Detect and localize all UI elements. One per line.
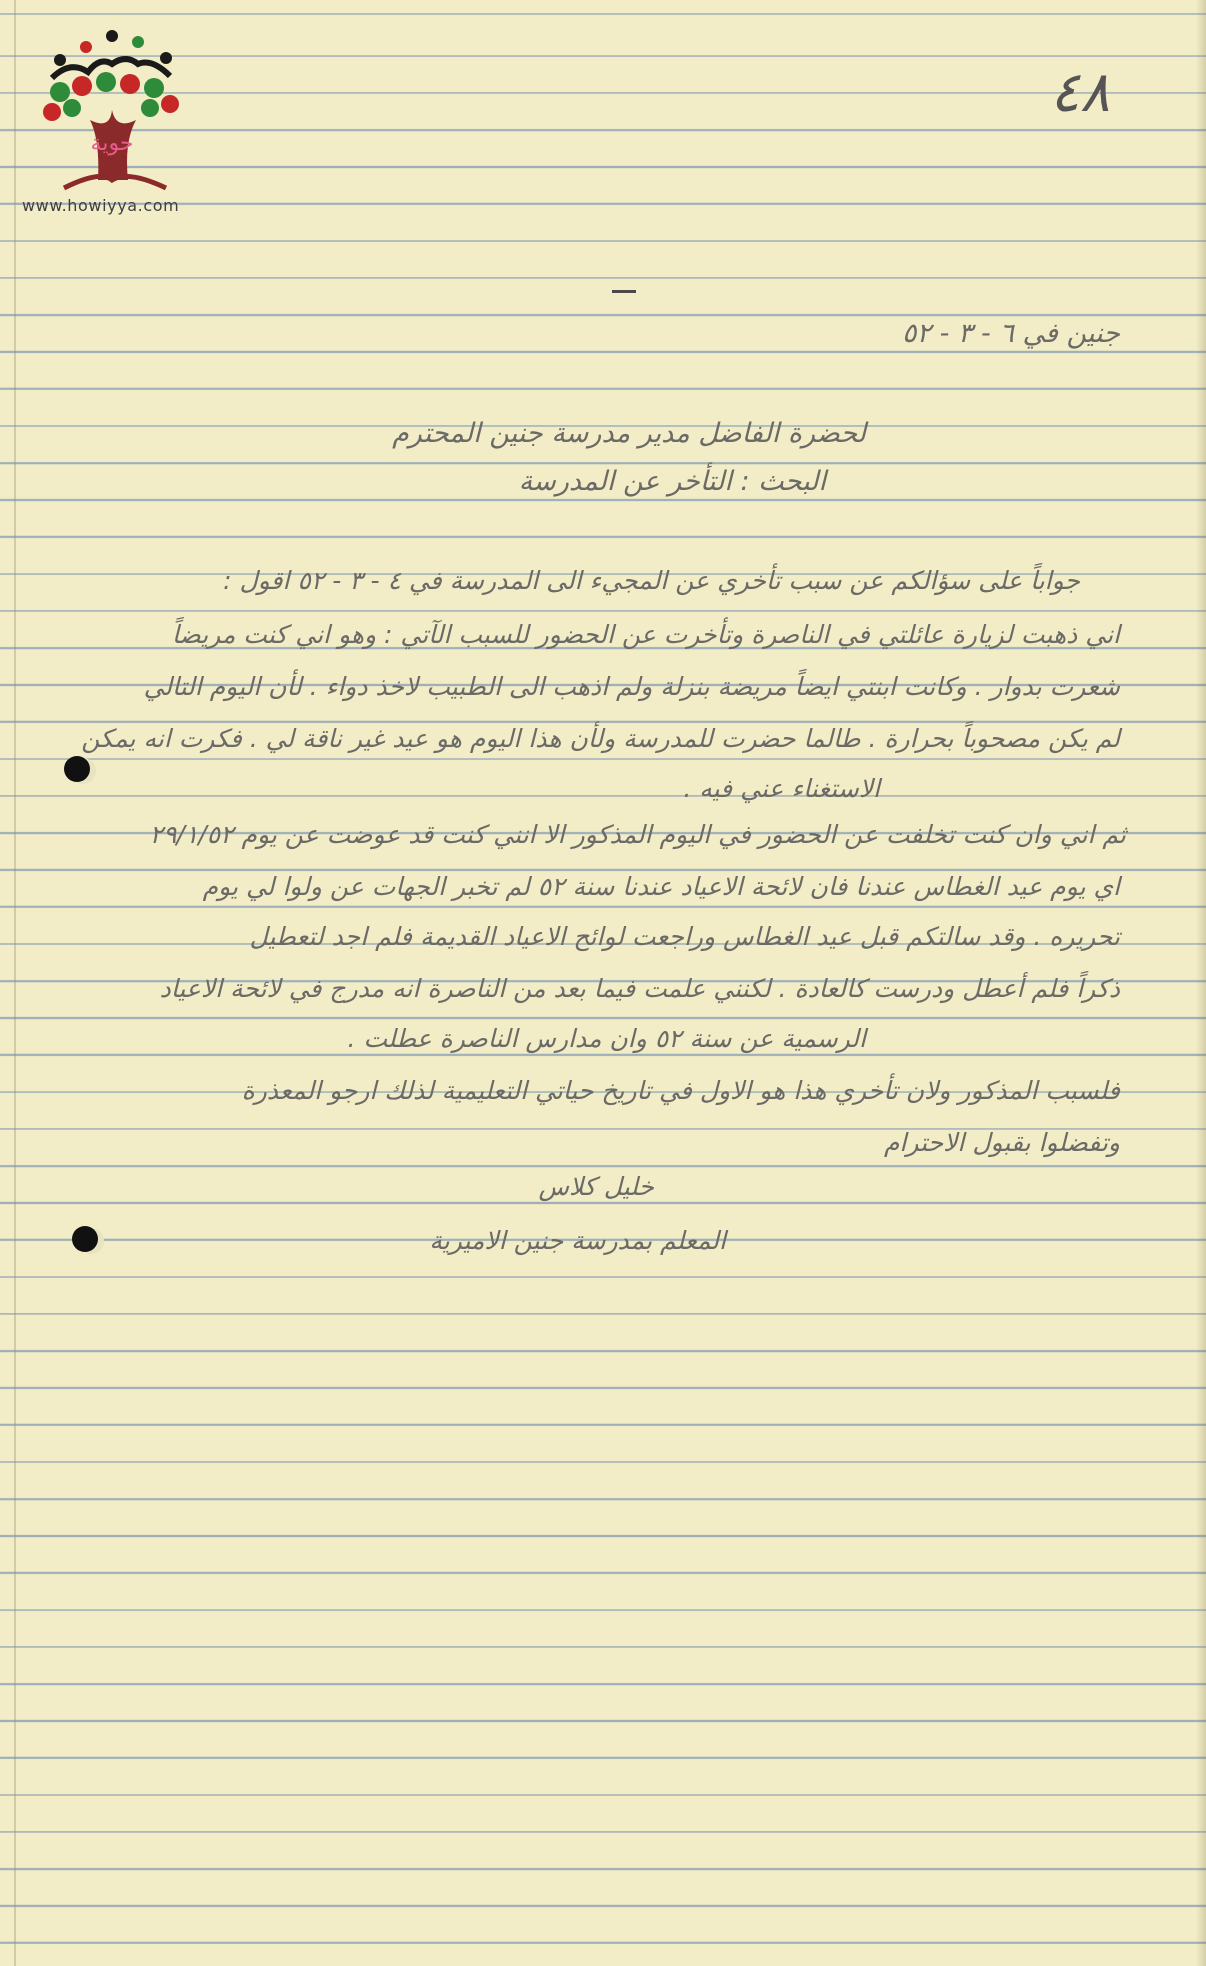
body-line-7: اي يوم عيد الغطاس عندنا فان لائحة الاعياد عندنا سنة ٥٢ لم تخبر الجهات عن ولوا لي يوم xyxy=(202,872,1120,901)
punch-hole-top xyxy=(64,756,90,782)
body-line-5: الاستغناء عني فيه . xyxy=(683,774,880,803)
body-line-2: اني ذهبت لزيارة عائلتي في الناصرة وتأخرت عن الحضور للسبب الآتي : وهو اني كنت مريضاً xyxy=(171,620,1120,649)
punch-hole-bottom xyxy=(72,1226,98,1252)
howiyya-logo xyxy=(20,20,200,220)
body-line-12: وتفضلوا بقبول الاحترام xyxy=(883,1128,1120,1157)
tree-roots xyxy=(64,176,166,188)
people-figures xyxy=(52,30,172,78)
signature: خليل كلاس xyxy=(538,1172,654,1201)
body-line-6: ثم اني وان كنت تخلفت عن الحضور في اليوم المذكور الا انني كنت قد عوضت عن يوم ٢٩/١/٥٢ xyxy=(149,820,1126,849)
body-line-8: تحريره . وقد سالتكم قبل عيد الغطاس وراجعت لوائح الاعياد القديمة فلم اجد لتعطيل xyxy=(249,922,1120,951)
place-date: جنين في ٦ - ٣ - ٥٢ xyxy=(901,318,1120,349)
paper-edge xyxy=(1196,0,1206,1966)
page-number: ٤٨ xyxy=(1049,60,1110,125)
paper-margin xyxy=(14,0,16,1966)
body-line-11: فلسبب المذكور ولان تأخري هذا هو الاول في تاريخ حياتي التعليمية لذلك ارجو المعذرة xyxy=(241,1076,1120,1105)
dash-mark xyxy=(612,290,636,293)
body-line-1: جواباً على سؤالكم عن سبب تأخري عن المجيء الى المدرسة في ٤ - ٣ - ٥٢ اقول : xyxy=(223,566,1080,595)
logo-wordmark: حوية xyxy=(90,131,134,156)
subject-line: البحث : التأخر عن المدرسة xyxy=(518,466,826,497)
body-line-9: ذكراً فلم أعطل ودرست كالعادة . لكنني علمت فيما بعد من الناصرة انه مدرج في لائحة الاعياد xyxy=(159,974,1120,1003)
addressee: لحضرة الفاضل مدير مدرسة جنين المحترم xyxy=(392,418,866,449)
signature-title: المعلم بمدرسة جنين الاميرية xyxy=(429,1226,726,1255)
logo-url: www.howiyya.com xyxy=(22,196,180,215)
body-line-10: الرسمية عن سنة ٥٢ وان مدارس الناصرة عطلت . xyxy=(347,1024,866,1053)
body-line-3: شعرت بدوار . وكانت ابنتي ايضاً مريضة بنزلة ولم اذهب الى الطبيب لاخذ دواء . لأن اليوم التالي xyxy=(143,672,1120,701)
tree-leaves xyxy=(43,72,179,121)
body-line-4: لم يكن مصحوباً بحرارة . طالما حضرت للمدرسة ولأن هذا اليوم هو عيد غير ناقة لي . فكرت انه يمكن xyxy=(81,724,1120,753)
